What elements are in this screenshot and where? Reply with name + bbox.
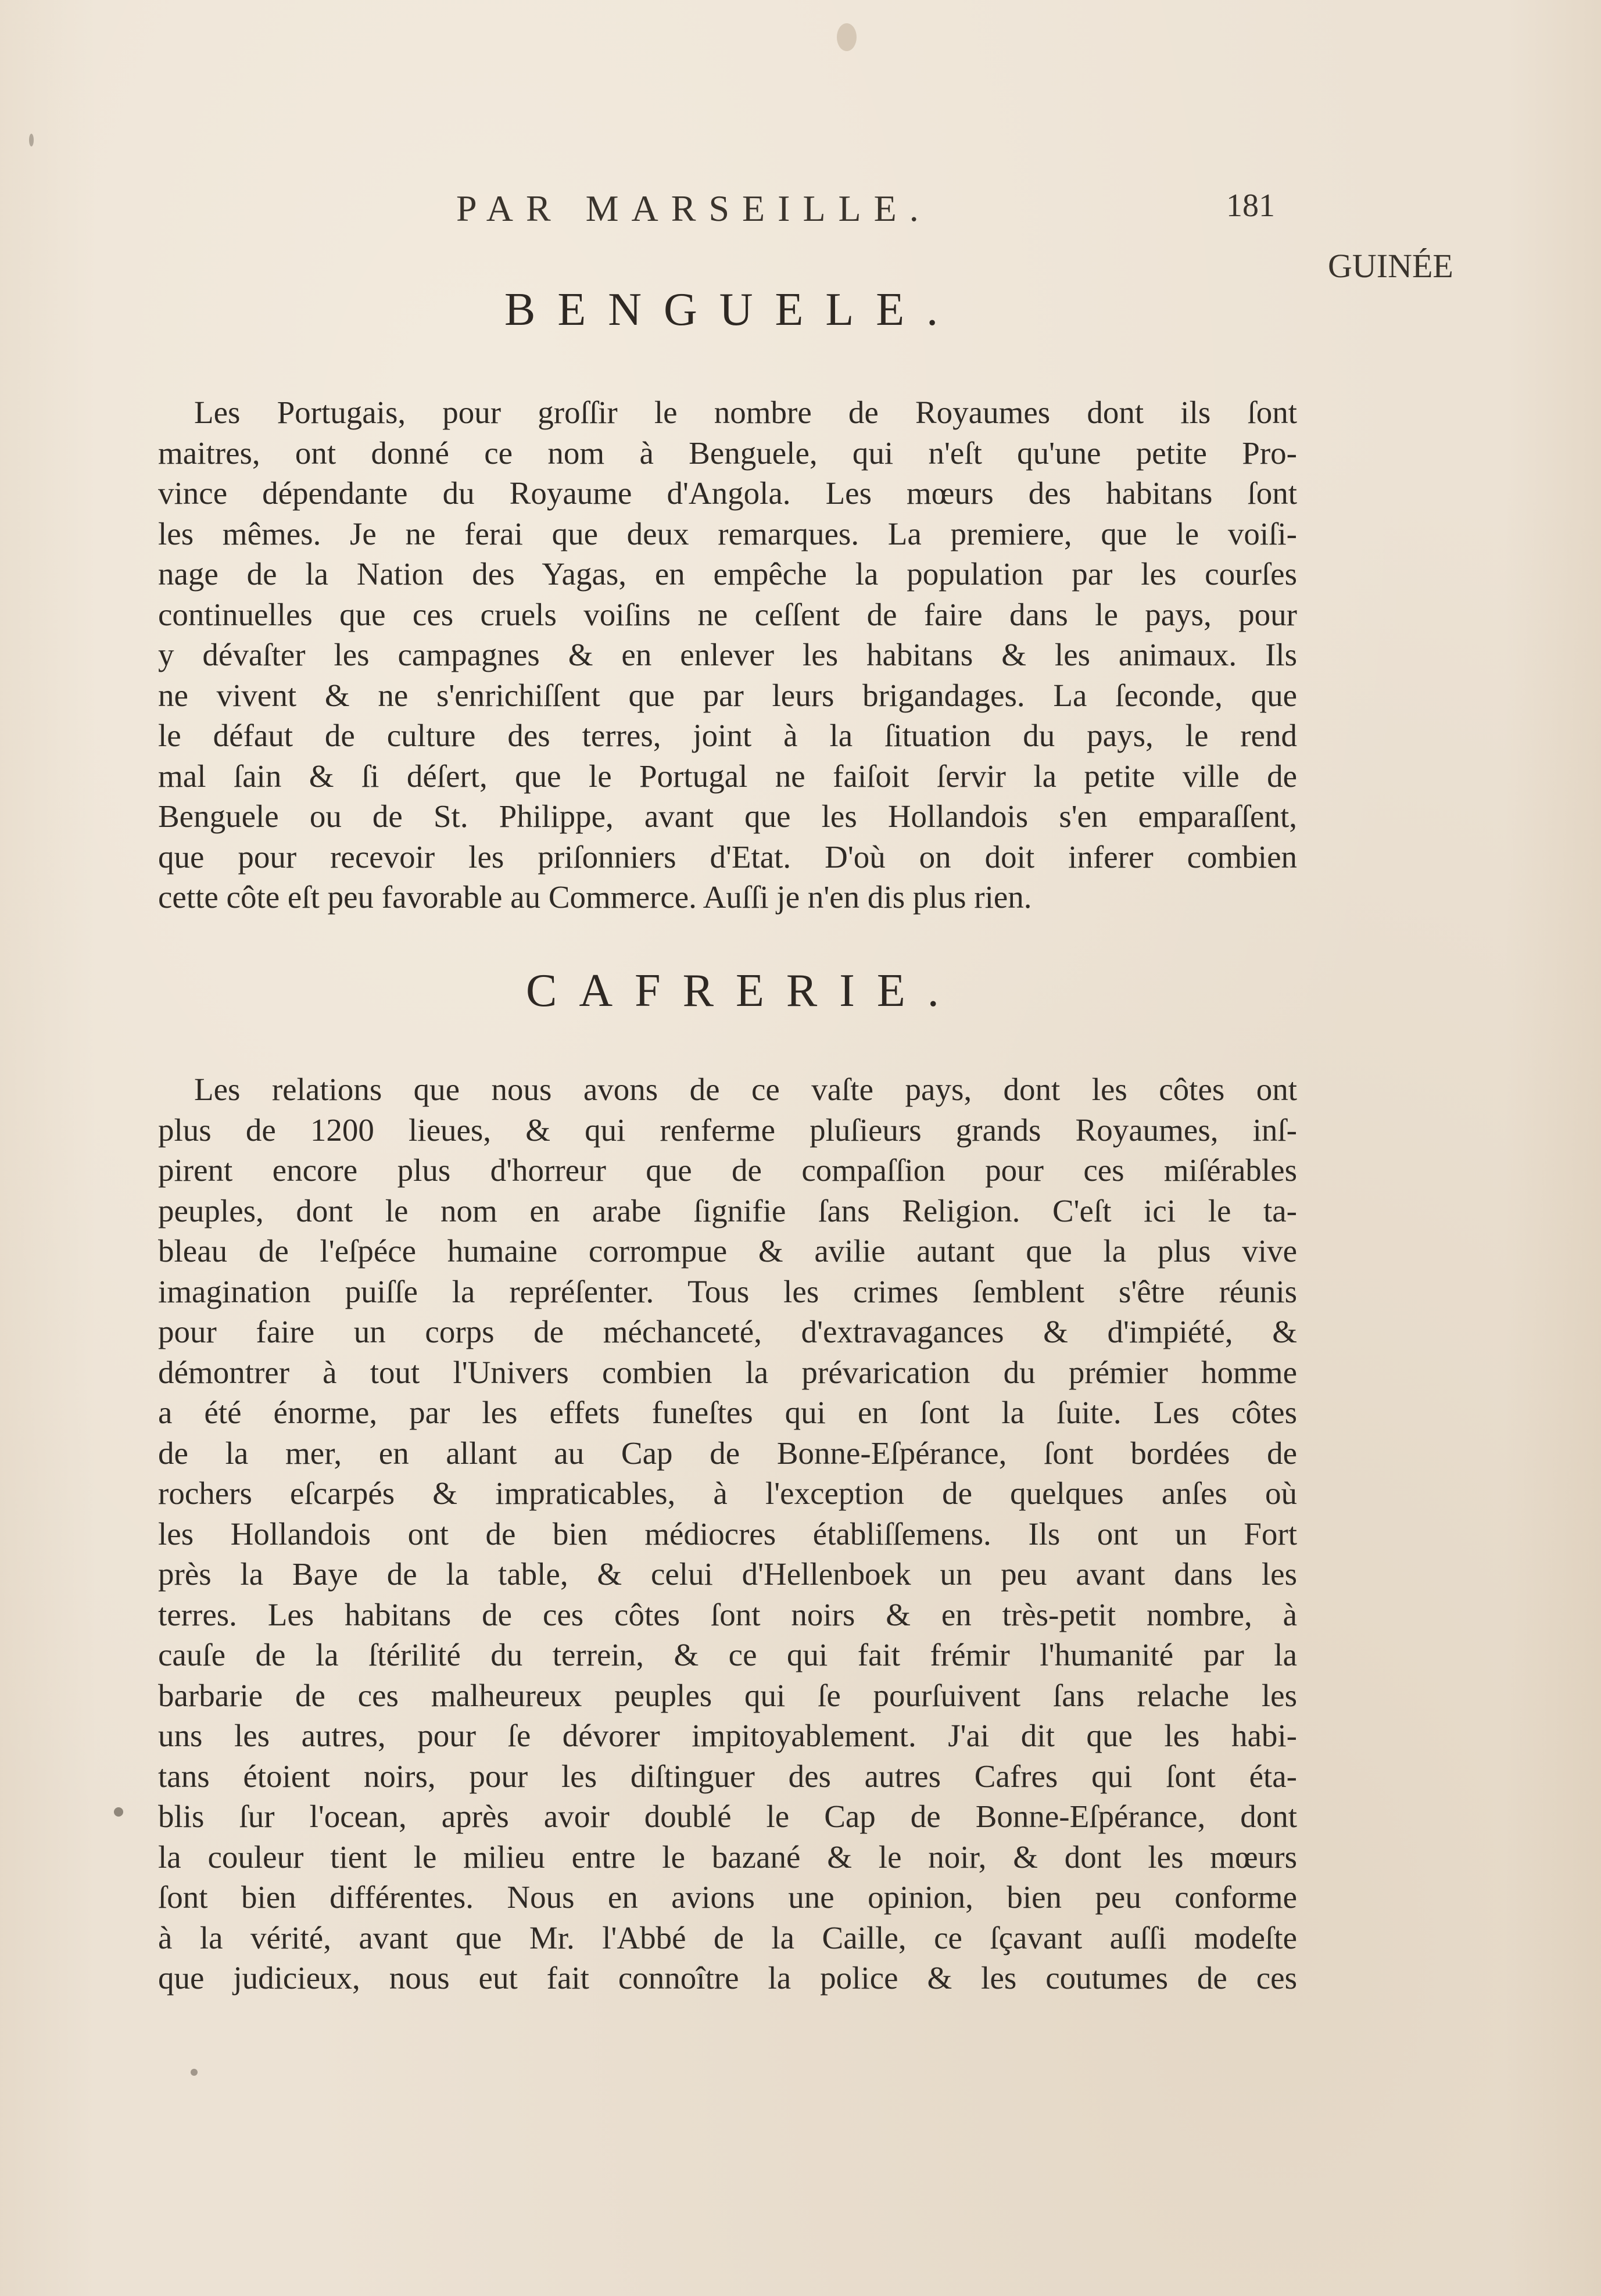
ink-blot — [837, 23, 857, 51]
text-line: ſont bien différentes. Nous en avions une opinion, bien peu conforme — [158, 1879, 1297, 1915]
text-line: que judicieux, nous eut fait connoître la police & les coutumes de ces — [158, 1960, 1297, 1996]
text-line: pirent encore plus d'horreur que de compaſſion pour ces miſérables — [158, 1152, 1297, 1188]
page-number: 181 — [1226, 188, 1275, 224]
text-line: Benguele ou de St. Philippe, avant que les Hollandois s'en emparaſſent, — [158, 798, 1297, 834]
text-line: Les relations que nous avons de ce vaſte pays, dont les côtes ont — [194, 1072, 1297, 1107]
running-head: PAR MARSEILLE. — [456, 188, 932, 229]
text-line: le défaut de culture des terres, joint à la ſituation du pays, le rend — [158, 718, 1297, 753]
text-line: pour faire un corps de méchanceté, d'extravagances & d'impiété, & — [158, 1314, 1297, 1349]
text-line: maitres, ont donné ce nom à Benguele, qui n'eſt qu'une petite Pro- — [158, 435, 1297, 471]
text-line: ne vivent & ne s'enrichiſſent que par leurs brigandages. La ſeconde, que — [158, 677, 1297, 713]
text-line: Les Portugais, pour groſſir le nombre de Royaumes dont ils ſont — [194, 395, 1297, 430]
text-line: blis ſur l'ocean, après avoir doublé le Cap de Bonne-Eſpérance, dont — [158, 1799, 1297, 1834]
text-line: bleau de l'eſpéce humaine corrompue & avilie autant que la plus vive — [158, 1233, 1297, 1269]
text-line: nage de la Nation des Yagas, en empêche la population par les courſes — [158, 556, 1297, 592]
text-line: à la vérité, avant que Mr. l'Abbé de la Caille, ce ſçavant auſſi modeſte — [158, 1919, 1297, 1955]
paragraph-benguele — [158, 392, 1297, 918]
text-line: les mêmes. Je ne ferai que deux remarques. La premiere, que le voiſi- — [158, 515, 1297, 551]
text-line: les Hollandois ont de bien médiocres établiſſemens. Ils ont un Fort — [158, 1516, 1297, 1552]
section-title-cafrerie: CAFRERIE. — [526, 965, 961, 1016]
text-line: près la Baye de la table, & celui d'Hellenboek un peu avant dans les — [158, 1556, 1297, 1592]
text-line: tans étoient noirs, pour les diſtinguer des autres Cafres qui ſont éta- — [158, 1758, 1297, 1794]
text-line: y dévaſter les campagnes & en enlever les habitans & les animaux. Ils — [158, 637, 1297, 672]
text-line: barbarie de ces malheureux peuples qui ſe pourſuivent ſans relache les — [158, 1677, 1297, 1713]
text-line: plus de 1200 lieues, & qui renferme pluſieurs grands Royaumes, inſ- — [158, 1112, 1297, 1148]
text-line: cauſe de la ſtérilité du terrein, & ce qui fait frémir l'humanité par la — [158, 1637, 1297, 1672]
text-line: cette côte eſt peu favorable au Commerce. Auſſi je n'en dis plus rien. — [158, 879, 1032, 915]
paragraph-cafrerie — [158, 1069, 1297, 1998]
text-line: rochers eſcarpés & impraticables, à l'exception de quelques anſes où — [158, 1475, 1297, 1511]
section-title-benguele: BENGUELE. — [504, 284, 961, 335]
text-line: continuelles que ces cruels voiſins ne ceſſent de faire dans le pays, pour — [158, 596, 1297, 632]
text-line: peuples, dont le nom en arabe ſignifie ſans Religion. C'eſt ici le ta- — [158, 1192, 1297, 1228]
text-line: mal ſain & ſi déſert, que le Portugal ne faiſoit ſervir la petite ville de — [158, 758, 1297, 794]
ink-blot — [191, 2069, 198, 2076]
text-line: vince dépendante du Royaume d'Angola. Les mœurs des habitans ſont — [158, 475, 1297, 511]
ink-blot — [114, 1807, 123, 1817]
text-line: imagination puiſſe la repréſenter. Tous les crimes ſemblent s'être réunis — [158, 1273, 1297, 1309]
text-line: démontrer à tout l'Univers combien la prévarication du prémier homme — [158, 1354, 1297, 1390]
text-line: uns les autres, pour ſe dévorer impitoyablement. J'ai dit que les habi- — [158, 1718, 1297, 1753]
text-line: a été énorme, par les effets funeſtes qui en ſont la ſuite. Les côtes — [158, 1395, 1297, 1430]
text-line: de la mer, en allant au Cap de Bonne-Eſpérance, ſont bordées de — [158, 1435, 1297, 1471]
text-line: la couleur tient le milieu entre le bazané & le noir, & dont les mœurs — [158, 1839, 1297, 1875]
margin-note: GUINÉE — [1328, 247, 1453, 285]
text-line: terres. Les habitans de ces côtes ſont noirs & en très-petit nombre, à — [158, 1596, 1297, 1632]
text-line: que pour recevoir les priſonniers d'Etat. D'où on doit inferer combien — [158, 839, 1297, 875]
ink-blot — [29, 134, 34, 146]
